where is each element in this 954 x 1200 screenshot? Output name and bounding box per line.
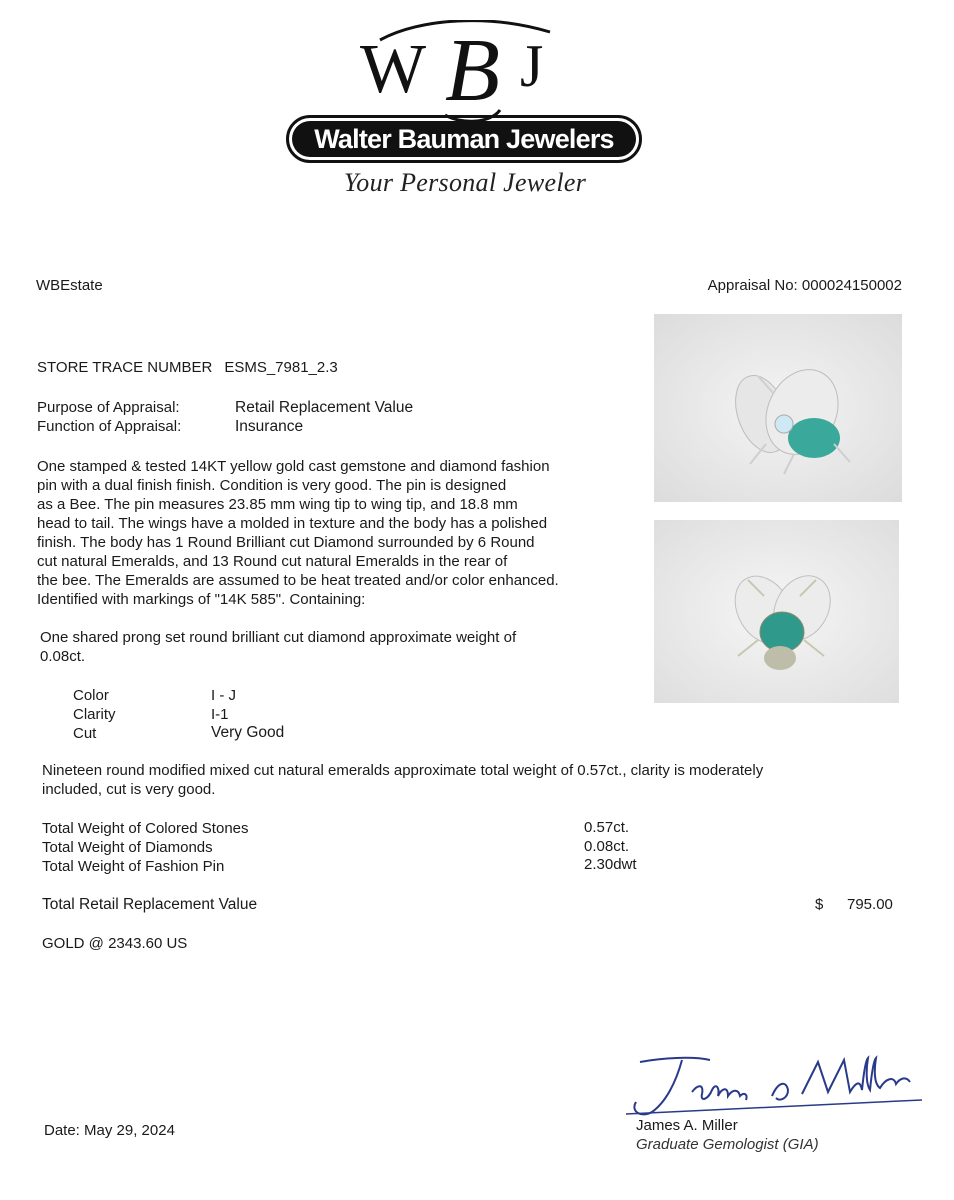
diamond-line: One shared prong set round brilliant cut diamond approximate weight of	[40, 629, 517, 646]
purpose-value: Retail Replacement Value	[235, 399, 414, 416]
grade-color-label: Color	[73, 687, 109, 704]
total-colored-stones-label: Total Weight of Colored Stones	[42, 820, 249, 837]
emerald-line: Nineteen round modified mixed cut natural emeralds approximate total weight of 0.57ct., clarity is moderately	[42, 762, 764, 779]
brand-name: Walter Bauman Jewelers	[292, 121, 636, 157]
bee-pin-image	[654, 314, 902, 502]
description-line: cut natural Emeralds, and 13 Round cut natural Emeralds in the rear of	[37, 553, 508, 570]
total-pin-weight-value: 2.30dwt	[584, 856, 637, 873]
grade-clarity-label: Clarity	[73, 706, 116, 723]
store-name: WBEstate	[36, 277, 103, 294]
tagline: Your Personal Jeweler	[343, 168, 587, 197]
total-colored-stones-value: 0.57ct.	[584, 819, 630, 836]
retail-currency: $	[815, 896, 824, 913]
total-pin-weight-label: Total Weight of Fashion Pin	[42, 858, 225, 875]
bee-pin-photo-front	[654, 314, 902, 502]
description-line: as a Bee. The pin measures 23.85 mm wing tip to wing tip, and 18.8 mm	[37, 496, 518, 513]
appraisal-number: Appraisal No: 000024150002	[707, 277, 902, 294]
store-trace-value: ESMS_7981_2.3	[224, 359, 338, 376]
svg-text:J: J	[520, 33, 544, 99]
grade-cut-value: Very Good	[211, 724, 285, 741]
emerald-description	[42, 761, 892, 799]
retail-value-label: Total Retail Replacement Value	[42, 896, 258, 913]
wbj-monogram-logo	[350, 20, 580, 125]
diamond-description	[40, 628, 640, 666]
appraisal-date: Date: May 29, 2024	[44, 1122, 175, 1139]
description-line: the bee. The Emeralds are assumed to be heat treated and/or color enhanced.	[37, 572, 559, 589]
store-trace-label: STORE TRACE NUMBER	[37, 359, 213, 376]
svg-text:W: W	[360, 31, 427, 108]
svg-text:B: B	[445, 21, 500, 120]
bee-pin-photo-angle	[654, 520, 899, 703]
description-line: head to tail. The wings have a molded in texture and the body has a polished	[37, 515, 548, 532]
diamond-line: 0.08ct.	[40, 648, 86, 665]
description-line: Identified with markings of "14K 585". Containing:	[37, 591, 366, 608]
function-label: Function of Appraisal:	[37, 418, 182, 435]
grade-cut-label: Cut	[73, 725, 97, 742]
grade-clarity-value: I-1	[211, 706, 229, 723]
purpose-label: Purpose of Appraisal:	[37, 399, 180, 416]
bee-pin-image	[654, 520, 899, 703]
total-diamonds-label: Total Weight of Diamonds	[42, 839, 213, 856]
grade-color-value: I - J	[211, 687, 236, 704]
description-line: finish. The body has 1 Round Brilliant cut Diamond surrounded by 6 Round	[37, 534, 535, 551]
brand-name-plate	[286, 115, 642, 163]
appraiser-name: James A. Miller	[636, 1117, 738, 1134]
total-diamonds-value: 0.08ct.	[584, 838, 630, 855]
description-line: pin with a dual finish finish. Condition is very good. The pin is designed	[37, 477, 507, 494]
item-description	[37, 457, 637, 609]
appraiser-title: Graduate Gemologist (GIA)	[636, 1136, 819, 1153]
emerald-line: included, cut is very good.	[42, 781, 216, 798]
function-value: Insurance	[235, 418, 304, 435]
description-line: One stamped & tested 14KT yellow gold cast gemstone and diamond fashion	[37, 458, 550, 475]
retail-amount: 795.00	[847, 896, 893, 913]
gold-price: GOLD @ 2343.60 US	[42, 935, 188, 952]
store-trace-row	[37, 358, 338, 377]
